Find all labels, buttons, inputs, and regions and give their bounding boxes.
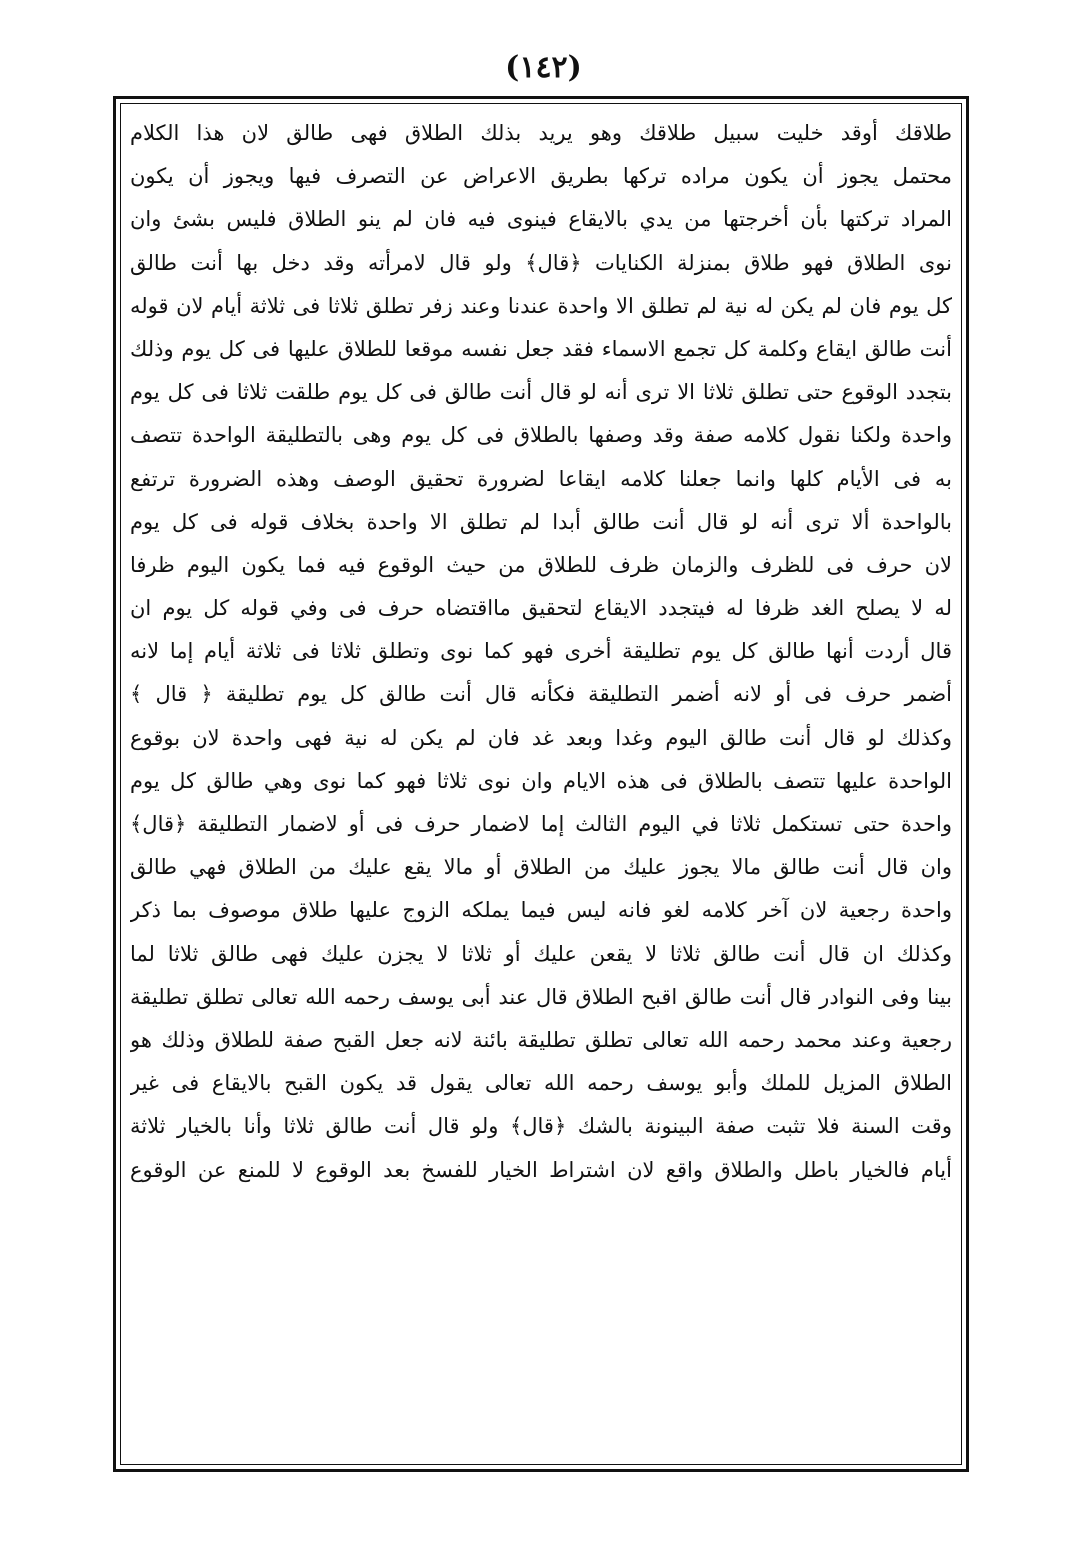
text-line: كل يوم فان لم يكن له نية لم تطلق الا واحدة عندنا وعند زفر تطلق ثلاثا فى ثلاثة أيام لان قوله — [130, 293, 952, 318]
text-line: الواحدة عليها تتصف بالطلاق فى هذه الايام وان نوى ثلاثا فهو كما نوى وهي طالق كل يوم — [130, 768, 952, 793]
text-line: وكذلك لو قال أنت طالق اليوم وغدا وبعد غد فان لم يكن له نية فهى واحدة لان بوقوع — [130, 725, 952, 750]
text-line: قال أردت أنها طالق كل يوم تطليقة أخرى فهو كما نوى وتطلق ثلاثا فى ثلاثة أيام إما لانه — [130, 639, 952, 664]
text-line: أضمر حرف فى أو لانه أضمر التطليقة فكأنه قال أنت طالق كل يوم تطليقة ﴿ قال ﴾ — [130, 682, 952, 707]
text-line: رجعية وعند محمد رحمه الله تعالى تطلق تطليقة بائنة لانه جعل القبح صفة للطلاق وذلك هو — [130, 1027, 952, 1052]
text-line: محتمل يجوز أن يكون مراده تركها بطريق الاعراض عن التصرف فيها ويجوز أن يكون — [130, 164, 952, 189]
text-line: أنت طالق ايقاع وكلمة كل تجمع الاسماء فقد جعل نفسه موقعا للطلاق عليها فى كل يوم وذلك — [130, 336, 952, 361]
text-line: أيام فالخيار باطل والطلاق واقع لان اشتراط الخيار للفسخ بعد الوقوع لا للمنع عن الوقوع — [130, 1157, 952, 1182]
text-line: واحدة ولكنا نقول كلامه صفة وقد وصفها بالطلاق فى كل يوم وهى بالتطليقة الواحدة تتصف — [130, 423, 952, 448]
text-line: الطلاق المزيل للملك وأبو يوسف رحمه الله تعالى يقول قد يكون القبح بالايقاع فى غير — [130, 1071, 952, 1096]
text-line: واحدة رجعية لان آخر كلامه لغو فانه ليس فيما يملكه الزوج عليها طلاق موصوف بما ذكر — [130, 898, 952, 923]
text-line: وكذلك ان قال أنت طالق ثلاثا لا يقعن عليك أو ثلاثا لا يجزن عليك فهى طالق ثلاثا لما — [130, 941, 952, 966]
text-line: بالواحدة ألا ترى أنه لو قال أنت طالق أبدا لم تطلق الا واحدة بخلاف قوله فى كل يوم — [130, 509, 952, 534]
text-line: لان حرف فى للظرف والزمان ظرف للطلاق من حيث الوقوع فيه فما يكون اليوم ظرفا — [130, 552, 952, 577]
text-line: به فى الأيام كلها وانما جعلنا كلامه ايقاعا لضرورة تحقيق الوصف وهذه الضرورة ترتفع — [130, 466, 952, 491]
body-text — [130, 112, 952, 1192]
text-line: المراد تركتها بأن أخرجتها من يدي بالايقاع فينوى فيه فان لم ينو الطلاق فليس بشئ وان — [130, 207, 952, 232]
text-line: واحدة حتى تستكمل ثلاثا في اليوم الثالث إما لاضمار حرف فى أو لاضمار التطليقة ﴿قال﴾ — [130, 812, 952, 836]
page-number: (١٤٢) — [505, 50, 582, 85]
text-line: وقت السنة فلا تثبت صفة البينونة بالشك ﴿قال﴾ ولو قال أنت طالق ثلاثا وأنا بالخيار ثلاثة — [130, 1114, 952, 1139]
text-line: طلاقك أوقد خليت سبيل طلاقك وهو يريد بذلك الطلاق فهى طالق لان هذا الكلام — [130, 121, 952, 145]
text-line: نوى الطلاق فهو طلاق بمنزلة الكنايات ﴿قال﴾ ولو قال لامرأته وقد دخل بها أنت طالق — [130, 250, 952, 275]
text-line: له لا يصلح الغد ظرفا له فيتجدد الايقاع لتحقيق مااقتضاه حرف فى وفي قوله كل يوم ان — [130, 596, 952, 621]
text-line: بتجدد الوقوع حتى تطلق ثلاثا الا ترى أنه لو قال أنت طالق فى كل يوم طلقت ثلاثا فى كل يوم — [130, 380, 952, 405]
text-line: وان قال أنت طالق مالا يجوز عليك من الطلاق أو مالا يقع عليك من الطلاق فهي طالق — [130, 855, 952, 880]
text-line: بينا وفى النوادر قال أنت طالق اقبح الطلاق قال عند أبى يوسف رحمه الله تعالى تطلق تطليقة — [130, 984, 952, 1009]
